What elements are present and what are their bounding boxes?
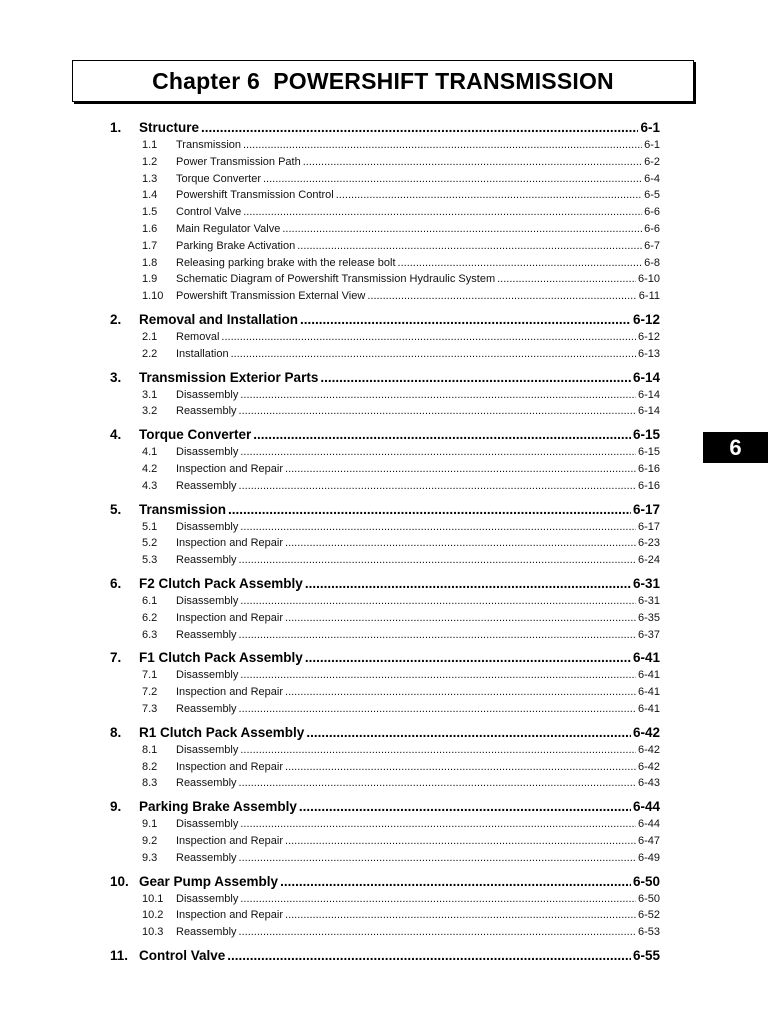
subsection-number: 1.9 xyxy=(142,273,158,286)
section-page: 6-12 xyxy=(632,311,660,327)
subsection-page: 6-10 xyxy=(637,273,660,286)
subsection-number: 1.3 xyxy=(142,172,158,185)
subsection-number: 9.2 xyxy=(142,834,158,847)
subsection-number: 8.2 xyxy=(142,760,158,773)
subsection-page: 6-2 xyxy=(644,155,660,168)
dot-leader xyxy=(228,500,631,519)
dot-leader xyxy=(243,204,642,221)
toc-section-entry[interactable] xyxy=(110,574,660,593)
chapter-tab: 6 xyxy=(703,432,768,463)
dot-leader xyxy=(240,742,636,759)
subsection-number: 5.1 xyxy=(142,520,158,533)
subsection-title: Schematic Diagram of Powershift Transmission Hydraulic System xyxy=(176,273,496,286)
dot-leader xyxy=(239,627,636,644)
subsection-title: Inspection and Repair xyxy=(176,686,284,699)
subsection-page: 6-37 xyxy=(637,628,660,641)
subsection-title: Inspection and Repair xyxy=(176,909,284,922)
subsection-page: 6-14 xyxy=(637,405,660,418)
subsection-title: Reassembly xyxy=(176,926,237,939)
dot-leader xyxy=(497,271,636,288)
dot-leader xyxy=(239,552,636,569)
toc-section xyxy=(110,648,660,717)
toc-section-entry[interactable] xyxy=(110,946,660,965)
subsection-page: 6-14 xyxy=(637,388,660,401)
section-number: 1. xyxy=(110,120,122,135)
subsection-number: 6.2 xyxy=(142,611,158,624)
section-page: 6-55 xyxy=(632,947,660,963)
dot-leader xyxy=(253,425,631,444)
section-number: 8. xyxy=(110,724,122,740)
toc-section-entry[interactable] xyxy=(110,872,660,891)
subsection-number: 10.3 xyxy=(142,926,164,939)
dot-leader xyxy=(300,310,631,329)
dot-leader xyxy=(336,187,642,204)
section-number: 9. xyxy=(110,799,122,815)
subsection-title: Reassembly xyxy=(176,777,237,790)
subsection-page: 6-41 xyxy=(637,702,660,715)
section-page: 6-1 xyxy=(640,120,660,135)
subsection-page: 6-53 xyxy=(637,926,660,939)
section-title: Transmission xyxy=(139,501,227,517)
toc-subsection-entry[interactable] xyxy=(110,535,660,552)
subsection-page: 6-52 xyxy=(637,909,660,922)
toc-section xyxy=(110,574,660,643)
dot-leader xyxy=(285,684,636,701)
section-page: 6-17 xyxy=(632,501,660,517)
toc-subsection-entry[interactable] xyxy=(110,403,660,420)
dot-leader xyxy=(299,797,631,816)
toc-section xyxy=(110,368,660,421)
subsection-title: Reassembly xyxy=(176,702,237,715)
dot-leader xyxy=(305,574,631,593)
toc-subsection-entry[interactable] xyxy=(110,684,660,701)
subsection-page: 6-11 xyxy=(638,290,660,303)
toc-subsection-entry[interactable] xyxy=(110,271,660,288)
table-of-contents xyxy=(110,118,660,970)
toc-subsection-entry[interactable] xyxy=(110,627,660,644)
toc-subsection-entry[interactable] xyxy=(110,519,660,536)
section-title: Structure xyxy=(139,120,200,135)
section-title: Control Valve xyxy=(139,947,226,963)
dot-leader xyxy=(305,648,631,667)
toc-section xyxy=(110,118,660,305)
section-number: 6. xyxy=(110,575,122,591)
subsection-number: 10.2 xyxy=(142,909,164,922)
subsection-number: 7.2 xyxy=(142,686,158,699)
chapter-number: Chapter 6 xyxy=(152,67,261,94)
toc-subsection-entry[interactable] xyxy=(110,444,660,461)
subsection-title: Disassembly xyxy=(176,594,239,607)
subsection-page: 6-4 xyxy=(644,172,660,185)
subsection-page: 6-5 xyxy=(644,189,660,202)
subsection-page: 6-7 xyxy=(644,239,660,252)
subsection-title: Main Regulator Valve xyxy=(176,222,281,235)
section-page: 6-14 xyxy=(632,369,660,385)
dot-leader xyxy=(240,593,636,610)
dot-leader xyxy=(297,238,642,255)
toc-section xyxy=(110,797,660,866)
subsection-number: 6.3 xyxy=(142,628,158,641)
subsection-number: 6.1 xyxy=(142,594,158,607)
toc-subsection-entry[interactable] xyxy=(110,701,660,718)
toc-subsection-entry[interactable] xyxy=(110,346,660,363)
subsection-number: 7.3 xyxy=(142,702,158,715)
subsection-page: 6-15 xyxy=(637,446,660,459)
subsection-page: 6-6 xyxy=(644,206,660,219)
toc-subsection-entry[interactable] xyxy=(110,924,660,941)
dot-leader xyxy=(240,519,636,536)
section-page: 6-42 xyxy=(632,724,660,740)
subsection-number: 3.1 xyxy=(142,388,158,401)
subsection-page: 6-35 xyxy=(637,611,660,624)
dot-leader xyxy=(221,329,636,346)
dot-leader xyxy=(285,535,636,552)
toc-subsection-entry[interactable] xyxy=(110,387,660,404)
subsection-number: 1.8 xyxy=(142,256,158,269)
subsection-title: Reassembly xyxy=(176,628,237,641)
subsection-title: Disassembly xyxy=(176,669,239,682)
toc-subsection-entry[interactable] xyxy=(110,288,660,305)
section-number: 11. xyxy=(110,947,129,963)
dot-leader xyxy=(320,368,631,387)
section-number: 10. xyxy=(110,873,129,889)
subsection-page: 6-13 xyxy=(637,347,660,360)
toc-subsection-entry[interactable] xyxy=(110,238,660,255)
dot-leader xyxy=(285,833,636,850)
subsection-number: 1.2 xyxy=(142,155,158,168)
subsection-number: 3.2 xyxy=(142,405,158,418)
subsection-number: 8.1 xyxy=(142,743,158,756)
dot-leader xyxy=(285,461,636,478)
toc-subsection-entry[interactable] xyxy=(110,891,660,908)
dot-leader xyxy=(239,403,636,420)
dot-leader xyxy=(282,221,642,238)
subsection-number: 5.3 xyxy=(142,554,158,567)
subsection-title: Power Transmission Path xyxy=(176,155,301,168)
section-title: F2 Clutch Pack Assembly xyxy=(139,575,303,591)
toc-section xyxy=(110,872,660,941)
subsection-number: 1.10 xyxy=(142,290,164,303)
subsection-number: 4.2 xyxy=(142,462,158,475)
section-title: F1 Clutch Pack Assembly xyxy=(139,650,303,666)
subsection-page: 6-44 xyxy=(637,818,660,831)
subsection-page: 6-8 xyxy=(644,256,660,269)
subsection-number: 2.2 xyxy=(142,347,158,360)
section-page: 6-50 xyxy=(632,873,660,889)
dot-leader xyxy=(239,924,636,941)
subsection-number: 1.4 xyxy=(142,189,158,202)
toc-section-entry[interactable] xyxy=(110,723,660,742)
subsection-page: 6-16 xyxy=(637,479,660,492)
dot-leader xyxy=(240,816,636,833)
toc-subsection-entry[interactable] xyxy=(110,204,660,221)
toc-subsection-entry[interactable] xyxy=(110,610,660,627)
subsection-title: Removal xyxy=(176,330,220,343)
subsection-title: Control Valve xyxy=(176,206,242,219)
subsection-title: Torque Converter xyxy=(176,172,261,185)
toc-subsection-entry[interactable] xyxy=(110,137,660,154)
section-number: 4. xyxy=(110,427,122,443)
dot-leader xyxy=(367,288,636,305)
toc-section xyxy=(110,723,660,792)
subsection-page: 6-41 xyxy=(637,686,660,699)
dot-leader xyxy=(240,667,636,684)
toc-subsection-entry[interactable] xyxy=(110,907,660,924)
subsection-page: 6-49 xyxy=(637,851,660,864)
subsection-page: 6-1 xyxy=(644,139,660,151)
subsection-title: Releasing parking brake with the release bolt xyxy=(176,256,396,269)
dot-leader xyxy=(243,137,642,154)
subsection-title: Powershift Transmission Control xyxy=(176,189,334,202)
dot-leader xyxy=(239,850,636,867)
dot-leader xyxy=(263,171,642,188)
subsection-title: Disassembly xyxy=(176,520,239,533)
toc-section xyxy=(110,500,660,569)
subsection-title: Installation xyxy=(176,347,229,360)
toc-subsection-entry[interactable] xyxy=(110,171,660,188)
subsection-title: Transmission xyxy=(176,139,241,151)
toc-subsection-entry[interactable] xyxy=(110,775,660,792)
subsection-number: 7.1 xyxy=(142,669,158,682)
dot-leader xyxy=(285,759,636,776)
toc-section xyxy=(110,310,660,363)
toc-subsection-entry[interactable] xyxy=(110,833,660,850)
dot-leader xyxy=(285,907,636,924)
dot-leader xyxy=(227,946,631,965)
subsection-number: 2.1 xyxy=(142,330,158,343)
toc-subsection-entry[interactable] xyxy=(110,552,660,569)
subsection-page: 6-47 xyxy=(637,834,660,847)
subsection-number: 1.7 xyxy=(142,239,158,252)
subsection-title: Reassembly xyxy=(176,405,237,418)
subsection-number: 10.1 xyxy=(142,892,164,905)
section-title: Parking Brake Assembly xyxy=(139,799,297,815)
section-number: 5. xyxy=(110,501,122,517)
section-title: Transmission Exterior Parts xyxy=(139,369,319,385)
subsection-page: 6-43 xyxy=(637,777,660,790)
toc-subsection-entry[interactable] xyxy=(110,667,660,684)
dot-leader xyxy=(201,118,638,137)
subsection-title: Reassembly xyxy=(176,851,237,864)
subsection-number: 1.5 xyxy=(142,206,158,219)
section-page: 6-44 xyxy=(632,799,660,815)
subsection-number: 4.3 xyxy=(142,479,158,492)
toc-section-entry[interactable] xyxy=(110,118,660,137)
subsection-title: Inspection and Repair xyxy=(176,537,284,550)
toc-subsection-entry[interactable] xyxy=(110,329,660,346)
toc-subsection-entry[interactable] xyxy=(110,742,660,759)
section-page: 6-15 xyxy=(632,427,660,443)
subsection-title: Disassembly xyxy=(176,818,239,831)
subsection-title: Disassembly xyxy=(176,446,239,459)
subsection-number: 8.3 xyxy=(142,777,158,790)
toc-section-entry[interactable] xyxy=(110,368,660,387)
subsection-page: 6-42 xyxy=(637,743,660,756)
section-page: 6-41 xyxy=(632,650,660,666)
section-page: 6-31 xyxy=(632,575,660,591)
subsection-title: Reassembly xyxy=(176,554,237,567)
toc-subsection-entry[interactable] xyxy=(110,255,660,272)
subsection-number: 5.2 xyxy=(142,537,158,550)
subsection-title: Inspection and Repair xyxy=(176,611,284,624)
toc-subsection-entry[interactable] xyxy=(110,154,660,171)
subsection-number: 1.1 xyxy=(142,139,158,151)
subsection-title: Powershift Transmission External View xyxy=(176,290,366,303)
toc-subsection-entry[interactable] xyxy=(110,850,660,867)
subsection-page: 6-6 xyxy=(644,222,660,235)
subsection-title: Disassembly xyxy=(176,743,239,756)
toc-section xyxy=(110,425,660,494)
subsection-page: 6-24 xyxy=(637,554,660,567)
toc-subsection-entry[interactable] xyxy=(110,221,660,238)
subsection-page: 6-16 xyxy=(637,462,660,475)
dot-leader xyxy=(239,701,636,718)
toc-subsection-entry[interactable] xyxy=(110,187,660,204)
dot-leader xyxy=(306,723,631,742)
section-number: 3. xyxy=(110,369,122,385)
subsection-page: 6-42 xyxy=(637,760,660,773)
toc-subsection-entry[interactable] xyxy=(110,461,660,478)
subsection-page: 6-41 xyxy=(637,669,660,682)
subsection-page: 6-31 xyxy=(637,594,660,607)
dot-leader xyxy=(240,444,636,461)
dot-leader xyxy=(285,610,636,627)
toc-subsection-entry[interactable] xyxy=(110,816,660,833)
subsection-title: Disassembly xyxy=(176,388,239,401)
section-title: Removal and Installation xyxy=(139,311,299,327)
dot-leader xyxy=(398,255,643,272)
subsection-title: Inspection and Repair xyxy=(176,760,284,773)
subsection-number: 9.1 xyxy=(142,818,158,831)
dot-leader xyxy=(231,346,636,363)
dot-leader xyxy=(240,891,636,908)
toc-subsection-entry[interactable] xyxy=(110,759,660,776)
subsection-page: 6-12 xyxy=(637,330,660,343)
section-title: Torque Converter xyxy=(139,427,252,443)
toc-section-entry[interactable] xyxy=(110,648,660,667)
subsection-title: Inspection and Repair xyxy=(176,834,284,847)
subsection-number: 9.3 xyxy=(142,851,158,864)
chapter-title-box xyxy=(72,60,694,102)
toc-section-entry[interactable] xyxy=(110,797,660,816)
toc-section-entry[interactable] xyxy=(110,425,660,444)
subsection-title: Disassembly xyxy=(176,892,239,905)
subsection-title: Parking Brake Activation xyxy=(176,239,296,252)
section-title: R1 Clutch Pack Assembly xyxy=(139,724,305,740)
subsection-title: Inspection and Repair xyxy=(176,462,284,475)
subsection-page: 6-50 xyxy=(637,892,660,905)
subsection-number: 4.1 xyxy=(142,446,158,459)
dot-leader xyxy=(240,387,636,404)
subsection-page: 6-17 xyxy=(637,520,660,533)
dot-leader xyxy=(280,872,631,891)
toc-subsection-entry[interactable] xyxy=(110,593,660,610)
subsection-title: Reassembly xyxy=(176,479,237,492)
toc-section-entry[interactable] xyxy=(110,310,660,329)
section-title: Gear Pump Assembly xyxy=(139,873,279,889)
toc-subsection-entry[interactable] xyxy=(110,478,660,495)
section-number: 7. xyxy=(110,650,122,666)
subsection-number: 1.6 xyxy=(142,222,158,235)
chapter-title: POWERSHIFT TRANSMISSION xyxy=(273,67,614,94)
subsection-page: 6-23 xyxy=(637,537,660,550)
toc-section-entry[interactable] xyxy=(110,500,660,519)
dot-leader xyxy=(239,775,636,792)
dot-leader xyxy=(239,478,636,495)
toc-section xyxy=(110,946,660,965)
section-number: 2. xyxy=(110,311,122,327)
dot-leader xyxy=(303,154,642,171)
